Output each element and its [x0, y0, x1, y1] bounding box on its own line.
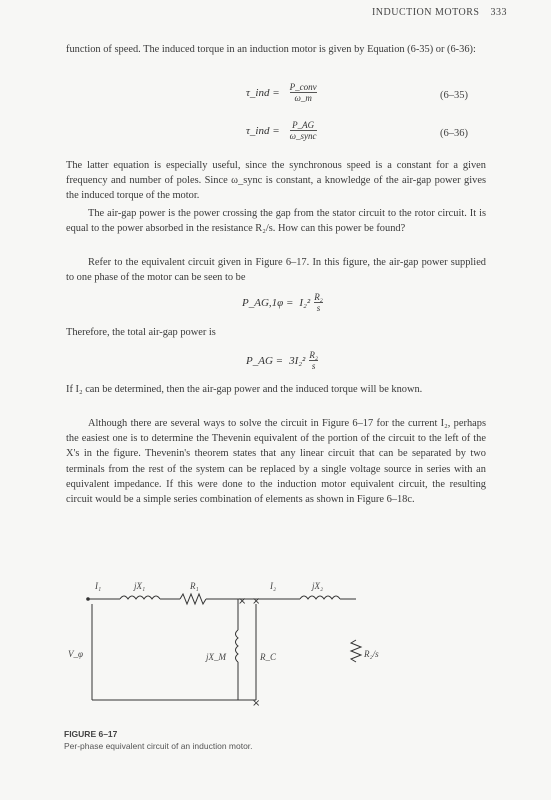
label-i2: I₂ — [270, 581, 277, 591]
equation-rhs: 3I₂² — [289, 354, 306, 367]
fraction-denominator: ω_m — [294, 93, 312, 103]
fraction-numerator: R₂ — [309, 350, 318, 360]
label-rc: R_C — [260, 652, 277, 662]
thevenin-mark-x: × — [252, 698, 261, 709]
figure-title: FIGURE 6–17 — [64, 729, 118, 739]
fraction-denominator: s — [316, 303, 321, 313]
label-v-phi: V_φ — [68, 649, 83, 659]
paragraph-2: The latter equation is especially useful, since the synchronous speed is a constant for a given frequency and number of poles. Since ω_sync is constant, a knowledge of the air-gap power gives the induced torque of the motor. — [66, 160, 486, 202]
label-i1: I₁ — [95, 581, 102, 591]
fraction-numerator: P_AG — [292, 120, 315, 130]
equation-rhs: I₂² — [299, 296, 311, 309]
inductor-jx1 — [120, 596, 160, 599]
figure-caption: Per-phase equivalent circuit of an induction motor. — [64, 741, 253, 751]
equation-number: (6–36) — [440, 128, 468, 139]
equation-lhs: τ_ind = — [246, 124, 280, 137]
label-jx2: jX₂ — [312, 581, 324, 591]
equation-number: (6–35) — [440, 90, 468, 101]
page-number: 333 — [490, 7, 507, 18]
label-jx1: jX₁ — [134, 581, 146, 591]
label-r2-over-s: R₂/s — [364, 649, 379, 659]
fraction-denominator: ω_sync — [289, 131, 317, 141]
label-jxm: jX_M — [206, 652, 226, 662]
label-r1: R₁ — [190, 581, 199, 591]
resistor-r1 — [180, 594, 206, 604]
paragraph-1: function of speed. The induced torque in an induction motor is given by Equation (6-35) or (6-36): — [66, 44, 476, 55]
paragraph-6: If I₂ can be determined, then the air-gap power and the induced torque will be known. — [66, 384, 423, 395]
paragraph-3: The air-gap power is the power crossing the gap from the stator circuit to the rotor circuit. It is equal to the power absorbed in the resistance R₂/s. How can this power be found? — [66, 208, 486, 235]
running-head-title: INDUCTION MOTORS — [371, 7, 480, 18]
paragraph-5: Therefore, the total air-gap power is — [66, 327, 216, 338]
thevenin-mark-x: × — [252, 596, 261, 607]
fraction-numerator: R₂ — [314, 292, 323, 302]
thevenin-mark-x: × — [238, 596, 247, 607]
paragraph-7: Although there are several ways to solve the circuit in Figure 6–17 for the current I₂, perhaps the easiest one is to determine the Thevenin equivalent of the portion of the circuit to the left of the X's in the figure. Thevenin's theorem states that any linear circuit that can be separated by two terminals from the rest of the system can be replaced by a single voltage source in series with an equivalent impedance. If this were done to the induction motor equivalent circuit, the resulting circuit would be a simple series combination of elements as shown in Figure 6–18c. — [66, 418, 486, 506]
fraction-numerator: P_conv — [289, 82, 317, 92]
terminal-dot — [86, 597, 90, 601]
equation-lhs: P_AG,1φ = — [242, 296, 294, 309]
equation-lhs: P_AG = — [246, 354, 284, 367]
inductor-jx2 — [300, 596, 340, 599]
equation-lhs: τ_ind = — [246, 86, 280, 99]
paragraph-4: Refer to the equivalent circuit given in Figure 6–17. In this figure, the air-gap power supplied to one phase of the motor can be seen to be — [66, 257, 486, 284]
fraction-denominator: s — [311, 361, 316, 371]
resistor-r2-over-s — [351, 640, 361, 662]
inductor-jxm — [236, 630, 239, 662]
